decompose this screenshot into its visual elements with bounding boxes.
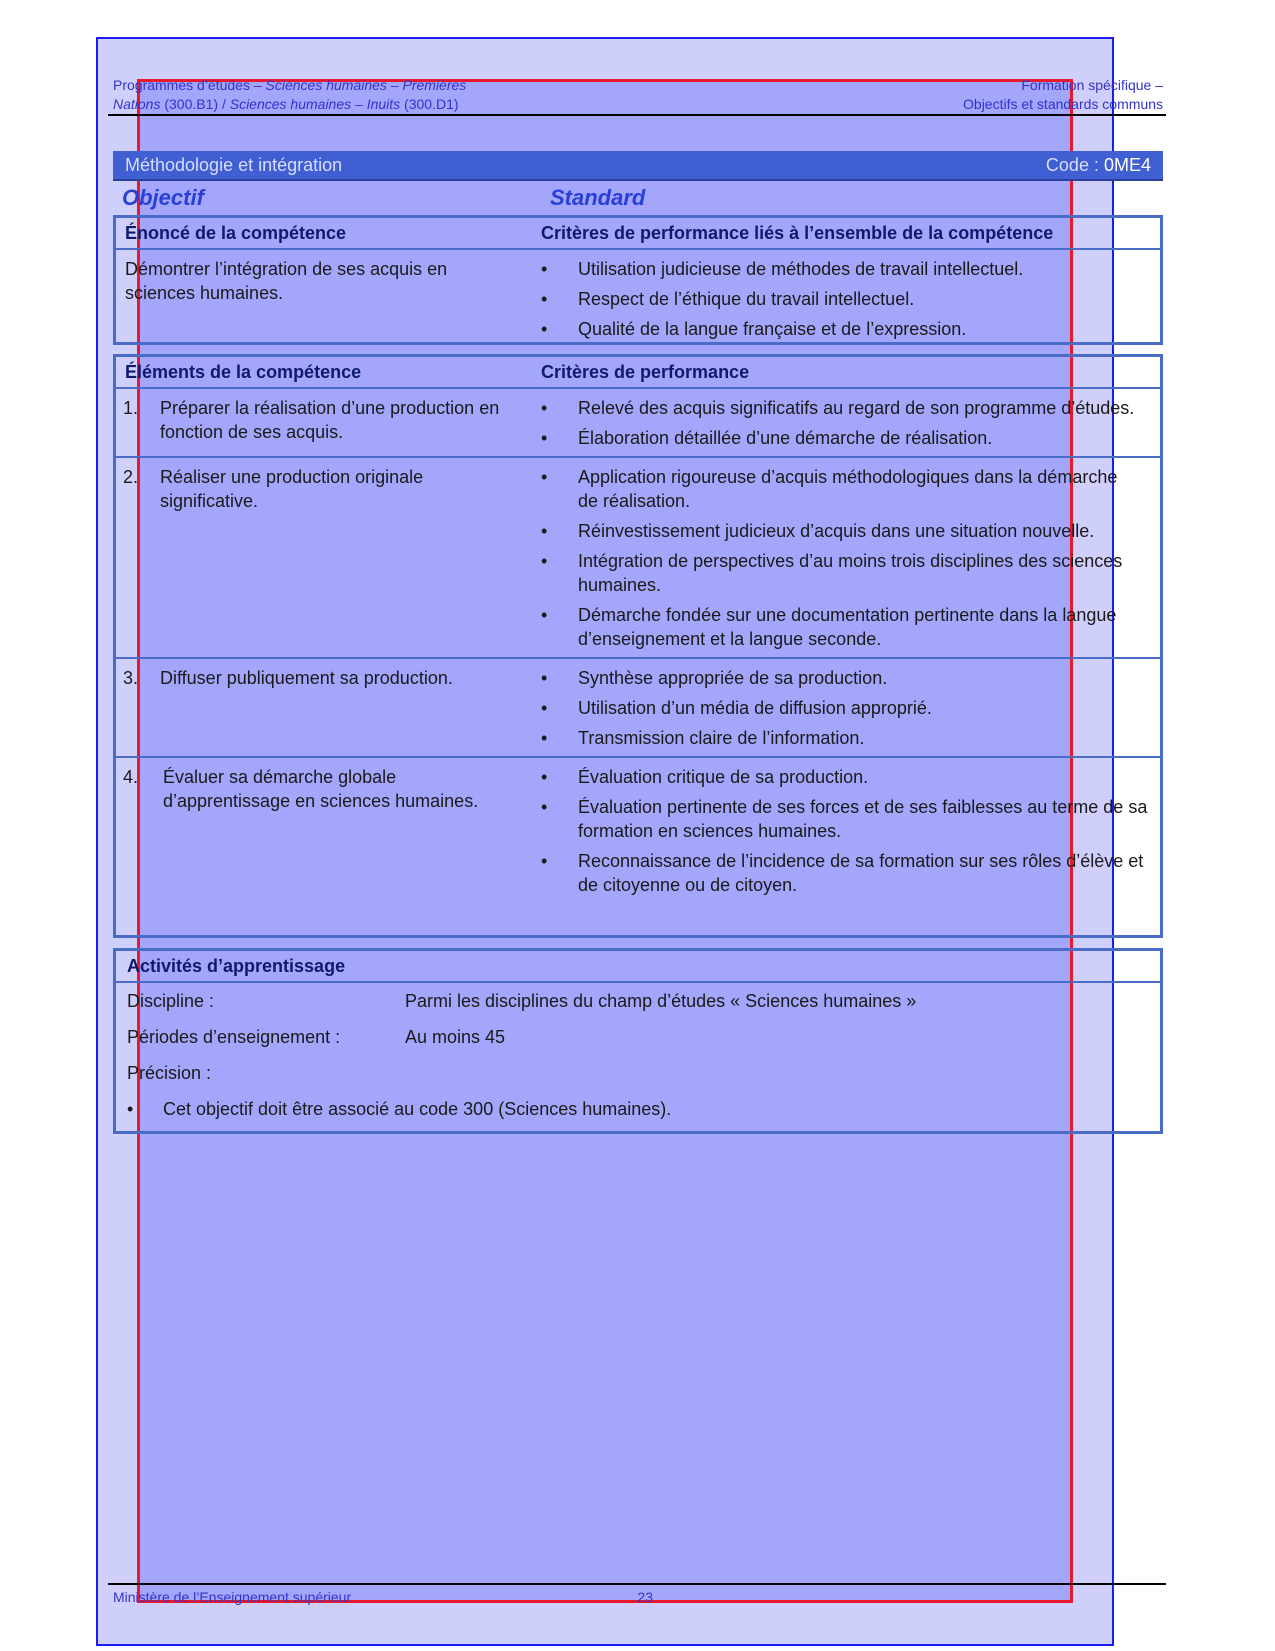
list-item: • Utilisation d’un média de diffusion approprié. (541, 696, 1160, 720)
code-label: Code : 0ME4 (1045, 154, 1151, 175)
list-item: • Reconnaissance de l’incidence de sa formation sur ses rôles d’élève et de citoyenne ou de citoyen. (541, 849, 1148, 897)
running-header (113, 76, 1163, 114)
bullet-icon (541, 849, 578, 897)
bullet-icon (541, 465, 578, 513)
list-item: • Respect de l’éthique du travail intellectuel. (541, 287, 1160, 311)
bullet-icon (541, 257, 578, 281)
header-left-line2: Nations (300.B1) / Sciences humaines – Inuits (300.D1) (113, 96, 459, 112)
bullet-icon (541, 396, 578, 420)
running-footer (113, 1589, 653, 1605)
bullet-icon (541, 287, 578, 311)
list-item: • Application rigoureuse d’acquis méthodologiques dans la démarche de réalisation. (541, 465, 1142, 513)
list-item: • Intégration de perspectives d’au moins trois disciplines des sciences humaines. (541, 549, 1142, 597)
list-item: • Évaluation pertinente de ses forces et de ses faiblesses au terme de sa formation en sciences humaines. (541, 795, 1148, 843)
bullet-icon (541, 549, 578, 597)
code-value: 0ME4 (1103, 154, 1151, 175)
list-item: • Transmission claire de l’information. (541, 726, 1160, 750)
activities-heading: Activités d’apprentissage (127, 955, 346, 976)
list-item: • Élaboration détaillée d’une démarche de réalisation. (541, 426, 1160, 450)
standard-heading: Standard (550, 185, 646, 210)
bullet-icon (541, 519, 578, 543)
header-right-line1: Formation spécifique – (1021, 77, 1163, 93)
bullet-icon (541, 317, 578, 341)
bullet-icon (541, 795, 578, 843)
competence-criteria-heading: Critères de performance liés à l’ensemble de la compétence (541, 222, 1054, 243)
elements-heading: Éléments de la compétence (125, 361, 362, 382)
discipline-line: Discipline : Parmi les disciplines du champ d’études « Sciences humaines » (127, 990, 917, 1011)
list-item: • Évaluation critique de sa production. (541, 765, 1148, 789)
title-band (113, 151, 1163, 181)
bullet-icon (541, 696, 578, 720)
list-item: • Relevé des acquis significatifs au regard de son programme d’études. (541, 396, 1160, 420)
list-item: • Synthèse appropriée de sa production. (541, 666, 1160, 690)
element-row: 3. Diffuser publiquement sa production. • Synthèse appropriée de sa production. • Utilisation d’un média de diffusion approprié. • Transmission claire de l’information. (116, 657, 1160, 756)
footer-rule (108, 1583, 1166, 1585)
header-right-line2: Objectifs et standards communs (963, 96, 1163, 112)
periods-line: Périodes d’enseignement : Au moins 45 (127, 1026, 506, 1047)
list-item: • Démarche fondée sur une documentation pertinente dans la langue d’enseignement et la langue seconde. (541, 603, 1142, 651)
header-left-line1: Programmes d’études – Sciences humaines – Premières (113, 77, 467, 93)
competence-statement: Démontrer l’intégration de ses acquis en sciences humaines. (125, 259, 448, 303)
bullet-icon (541, 426, 578, 450)
objectif-heading: Objectif (122, 185, 204, 210)
competence-statement-heading: Énoncé de la compétence (125, 222, 347, 243)
footer-ministry: Ministère de l’Enseignement supérieur (113, 1589, 352, 1605)
elements-box (113, 354, 1163, 938)
bullet-icon (541, 666, 578, 690)
element-row: 2. Réaliser une production originale significative. • Application rigoureuse d’acquis méthodologiques dans la démarche de réalisation. • Réinvestissement judicieux d’acquis dans une situation nouvelle. • Intégration de perspectives d’au moins trois disciplines des sciences humaines. • Démarche fondée sur une documentation pertinente dans la langue d’enseignement et la langue seconde. (116, 456, 1160, 657)
bullet-icon (127, 1099, 163, 1120)
elements-criteria-heading: Critères de performance (541, 361, 750, 382)
bullet-icon (541, 603, 578, 651)
page-number: 23 (637, 1589, 653, 1605)
activities-box (113, 948, 1163, 1134)
bullet-icon (541, 765, 578, 789)
bullet-icon (541, 726, 578, 750)
header-rule (108, 114, 1166, 116)
objective-title: Méthodologie et intégration (125, 154, 343, 175)
list-item: • Qualité de la langue française et de l’expression. (541, 317, 1160, 341)
precision-item: • Cet objectif doit être associé au code 300 (Sciences humaines). (116, 1091, 1160, 1127)
list-item: • Utilisation judicieuse de méthodes de travail intellectuel. (541, 257, 1160, 281)
competence-box (113, 215, 1163, 345)
element-row: 4. Évaluer sa démarche globale d’apprentissage en sciences humaines. • Évaluation critique de sa production. • Évaluation pertinente de ses forces et de ses faiblesses au terme de sa formation en sciences humaines. • Reconnaissance de l’incidence de sa formation sur ses rôles d’élève et de citoyenne ou de citoyen. (116, 756, 1160, 903)
precision-label: Précision : (127, 1062, 212, 1083)
list-item: • Réinvestissement judicieux d’acquis dans une situation nouvelle. (541, 519, 1142, 543)
element-row: 1. Préparer la réalisation d’une production en fonction de ses acquis. • Relevé des acquis significatifs au regard de son programme d’études. • Élaboration détaillée d’une démarche de réalisation. (116, 389, 1160, 456)
